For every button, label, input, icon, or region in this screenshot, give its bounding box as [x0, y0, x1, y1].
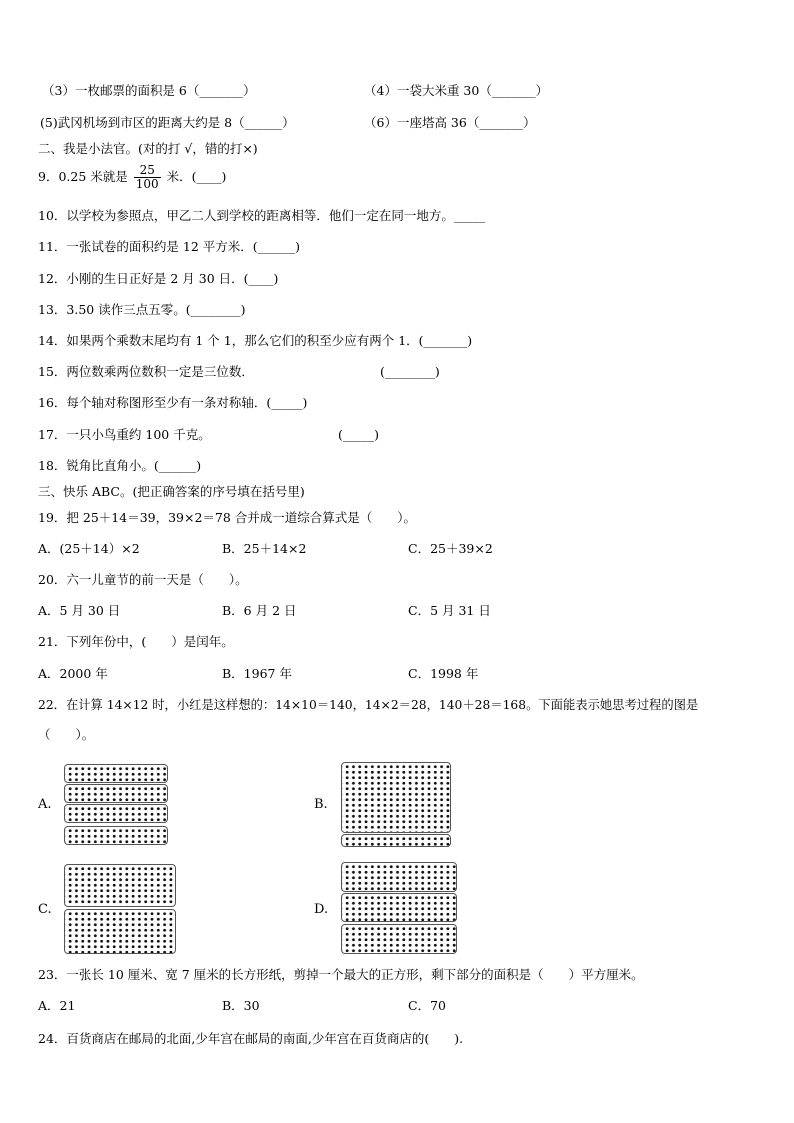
- question-21: 21．下列年份中，( ）是闰年。: [38, 634, 234, 649]
- fraction-numerator: 25: [134, 164, 161, 178]
- question-9: [38, 164, 226, 191]
- fill-item-6: （6）一座塔高 36（_______）: [364, 115, 536, 130]
- q20-option-b: B．6 月 2 日: [222, 603, 297, 618]
- q20-option-c: C．5 月 31 日: [408, 603, 491, 618]
- question-11: 11．一张试卷的面积约是 12 平方米．(______): [38, 239, 301, 254]
- question-17-blank: (_____): [338, 427, 380, 442]
- fraction-denominator: 100: [135, 177, 159, 191]
- fill-item-5: (5)武冈机场到市区的距离大约是 8（______）: [40, 115, 295, 130]
- figure-d-label: D.: [314, 902, 329, 917]
- dot-block: [341, 924, 457, 954]
- fill-item-3: （3）一枚邮票的面积是 6（_______）: [42, 83, 256, 98]
- question-13: 13．3.50 读作三点五零。(________): [38, 302, 246, 317]
- question-15-blank: (________): [380, 364, 440, 379]
- question-24: 24．百货商店在邮局的北面,少年宫在邮局的南面,少年宫在百货商店的( ).: [38, 1031, 464, 1046]
- dot-block: [341, 862, 457, 892]
- q19-option-b: B．25＋14×2: [222, 541, 307, 556]
- question-18: 18．锐角比直角小。(______): [38, 458, 202, 473]
- q21-option-b: B．1967 年: [222, 666, 292, 681]
- figure-c-label: C.: [38, 902, 52, 917]
- question-15: 15．两位数乘两位数积一定是三位数．: [38, 364, 254, 379]
- question-16: 16．每个轴对称图形至少有一条对称轴．(_____): [38, 395, 308, 410]
- dot-block: [341, 893, 457, 922]
- q19-option-c: C．25＋39×2: [408, 541, 493, 556]
- q23-option-b: B．30: [222, 998, 260, 1013]
- dot-strip: [64, 764, 168, 783]
- q23-option-c: C．70: [408, 998, 446, 1013]
- dot-block: [64, 864, 176, 907]
- section-3-title: 三、快乐 ABC。(把正确答案的序号填在括号里): [38, 484, 305, 499]
- question-19: 19．把 25＋14＝39，39×2＝78 合并成一道综合算式是（ ）。: [38, 510, 417, 525]
- q9-tail: 米．(____): [166, 169, 227, 184]
- dot-block: [64, 909, 176, 954]
- q9-text: 9．0.25 米就是: [38, 169, 128, 184]
- question-22: 22．在计算 14×12 时，小红是这样想的：14×10＝140，14×2＝28，140＋28＝168。下面能表示她思考过程的图是: [38, 698, 699, 712]
- figure-a-label: A.: [38, 797, 52, 812]
- q21-option-a: A．2000 年: [38, 666, 108, 681]
- question-10: 10．以学校为参照点，甲乙二人到学校的距离相等．他们一定在同一地方。_____: [38, 208, 486, 223]
- q20-option-a: A．5 月 30 日: [38, 603, 121, 618]
- dot-strip: [64, 826, 168, 845]
- question-23: 23．一张长 10 厘米、宽 7 厘米的长方形纸，剪掉一个最大的正方形，剩下部分的面积是（ ）平方厘米。: [38, 967, 644, 982]
- q21-option-c: C．1998 年: [408, 666, 479, 681]
- question-12: 12．小刚的生日正好是 2 月 30 日．(____): [38, 271, 279, 286]
- dot-strip: [64, 804, 168, 823]
- figure-b-label: B.: [314, 797, 328, 812]
- fill-item-4: （4）一袋大米重 30（_______）: [364, 83, 549, 98]
- q19-option-a: A．(25＋14）×2: [38, 541, 140, 556]
- section-2-title: 二、我是小法官。(对的打 √，错的打×): [38, 141, 258, 156]
- dot-strip: [341, 834, 451, 847]
- question-22-paren: （ ）。: [38, 727, 95, 742]
- q23-option-a: A．21: [38, 998, 76, 1013]
- question-17: 17．一只小鸟重约 100 千克。: [38, 427, 211, 442]
- dot-strip: [64, 784, 168, 803]
- dot-block: [341, 762, 451, 833]
- fraction-25-100: [134, 164, 161, 191]
- question-14: 14．如果两个乘数末尾均有 1 个 1，那么它们的积至少应有两个 1．(_______): [38, 333, 473, 348]
- question-20: 20．六一儿童节的前一天是（ ）。: [38, 572, 248, 587]
